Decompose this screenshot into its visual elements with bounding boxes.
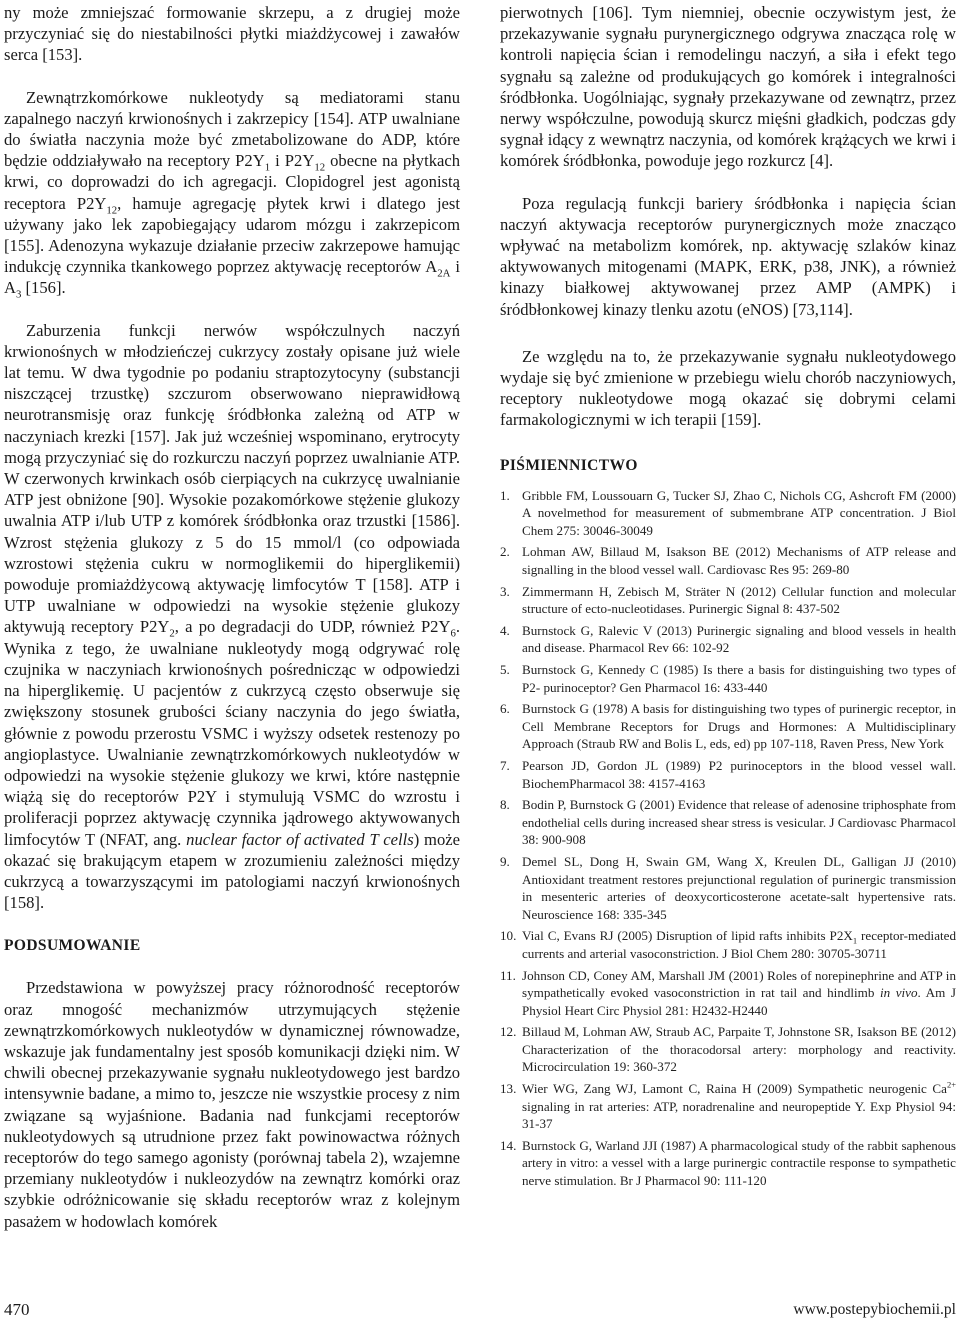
text-run: Zaburzenia funkcji nerwów współczulnych naczyń krwionośnych w młodzieńczej cukrzycy zostały opisane już wiele lat temu. W dwa tygodnie po podaniu straptozytocyny (substancji niszczącej trzustkę) szczurom obserwowano nieprawidłową neurotransmisję oraz funkcję śródbłonka zależną od ATP w naczyniach krezki [157]. Jak już wcześniej wspominano, erytrocyty mogą przyczyniać się do rozkurczu naczyń poprzez uwalnianie ATP. W czerwonych krwinkach osób cierpiących na cukrzycę uwalnianie ATP jest obniżone [90]. Wysokie pozakomórkowe stężenie glukozy uwalnia ATP i/lub UTP z komórek śródbłonka oraz trzustki [1586]. Wzrost stężenia glukozy z 5 do 15 mmol/l (co odpowiada wzrostowi stężenia cukru w normoglikemii do hiperglikemii) powoduje promiażdżycową aktywację limfocytów T [158]. ATP i UTP uwalniane w odpowiedzi na wysokie stężenie glukozy aktywują receptory P2Y xyxy=(4,320,460,637)
reference-item xyxy=(500,1023,956,1076)
subscript: 1 xyxy=(852,935,858,946)
reference-item xyxy=(500,700,956,753)
text-run: Zewnątrzkomórkowe nukleotydy są mediatorami stanu zapalnego naczyń krwionośnych i zakrzepicy [154]. ATP uwalniane do światła naczynia może być zmetabolizowane do ADP, które będzie oddziaływało na receptory P2Y xyxy=(4,87,460,171)
reference-item xyxy=(500,661,956,696)
paragraph: ny może zmniejszać formowanie skrzepu, a z drugiej może przyczyniać się do niestabilności płytki miażdżycowej i zawałów serca [153]. xyxy=(4,3,460,65)
page-number: 470 xyxy=(4,1300,30,1319)
reference-number: 4. xyxy=(500,622,510,638)
reference-text: Burnstock G, Ralevic V (2013) Purinergic signaling and blood vessels in health and disease. Pharmacol Rev 66: 102-92 xyxy=(522,622,956,656)
reference-text: Bodin P, Burnstock G (2001) Evidence that release of adenosine triphosphate from endothelial cells during increased shear stress is vesicular. J Cardiovasc Pharmacol 38: 900-908 xyxy=(522,797,956,848)
reference-item xyxy=(500,757,956,792)
reference-text: Pearson JD, Gordon JL (1989) P2 purinoceptors in the blood vessel wall. BiochemPharmacol 38: 4157-4163 xyxy=(522,757,956,791)
right-column xyxy=(500,2,956,1194)
reference-item xyxy=(500,1137,956,1190)
journal-website: www.postepybiochemii.pl xyxy=(793,1301,956,1318)
reference-text: Burnstock G, Warland JJI (1987) A pharmacological study of the rabbit saphenous artery in vitro: a vessel with a large purinergic contractile response to sympathetic nerve stimulation. Br J Pharmacol 90: 111-120 xyxy=(522,1137,956,1189)
reference-number: 14. xyxy=(500,1137,517,1153)
left-column xyxy=(4,2,460,1232)
reference-number: 10. xyxy=(500,928,517,944)
reference-number: 5. xyxy=(500,662,510,677)
subscript: 12 xyxy=(314,161,326,174)
italic-term: in vivo xyxy=(879,985,918,1001)
subscript: 12 xyxy=(106,203,118,216)
reference-number: 9. xyxy=(500,853,510,869)
paragraph xyxy=(4,87,460,299)
reference-number: 8. xyxy=(500,797,510,813)
reference-text: Vial C, Evans RJ (2005) Disruption of lipid rafts inhibits P2X xyxy=(522,928,853,944)
reference-item xyxy=(500,796,956,849)
reference-item xyxy=(500,622,956,657)
paragraph: pierwotnych [106]. Tym niemniej, obecnie oczywistym jest, że przekazywanie sygnału purynergicznego odgrywa znacząca rolę w kontroli napięcia ścian i remodelingu naczyń, a siła i efekt tego sygnału są zależne od produkujących go komórek i integralności śródbłonka. Uogólniając, sygnały przekazywane od zewnątrz, przez nerwy współczulne, powodują skurcz mięśni gładkich, podczas gdy sygnał idący z wewnątrz naczynia, od komórek krążących we krwi i komórek śródbłonka, powoduje jego rozkurcz [4]. xyxy=(500,3,956,171)
reference-number: 12. xyxy=(500,1024,517,1040)
italic-term: nuclear factor of activated T cells xyxy=(186,829,414,849)
reference-number: 3. xyxy=(500,583,510,599)
paragraph xyxy=(4,320,460,914)
text-run: [156]. xyxy=(21,278,66,298)
subscript: 2A xyxy=(437,267,451,280)
subscript: 3 xyxy=(15,288,22,301)
reference-text: Gribble FM, Loussouarn G, Tucker SJ, Zhao C, Nichols CG, Ashcroft FM (2000) A novelmethod for measurement of submembrane ATP concentration. J Biol Chem 275: 30046-30049 xyxy=(522,487,956,538)
reference-text: Zimmermann H, Zebisch M, Sträter N (2012) Cellular function and molecular structure of ecto-nucleotidases. Purinergic Signal 8: 437-502 xyxy=(522,583,956,617)
subscript: 2 xyxy=(169,627,175,640)
reference-item xyxy=(500,967,956,1020)
reference-number: 11. xyxy=(500,967,516,983)
reference-text: Billaud M, Lohman AW, Straub AC, Parpaite T, Johnstone SR, Isakson BE (2012) Characterization of the thoracodorsal artery: morphology and reactivity. Microcirculation 19: 360-372 xyxy=(522,1024,956,1075)
section-heading-references: PIŚMIENNICTWO xyxy=(500,456,638,474)
text-run: obecne na płytkach krwi, co doprowadzi do ich agregacji. Clopidogrel jest agonistą receptora P2Y xyxy=(4,151,461,213)
reference-number: 13. xyxy=(500,1081,517,1097)
reference-item xyxy=(500,1080,956,1133)
reference-number: 7. xyxy=(500,757,510,773)
text-run: i A xyxy=(4,257,461,298)
paragraph: Poza regulacją funkcji bariery śródbłonka i napięcia ścian naczyń aktywacja receptorów purynergicznych może znacząco wpływać na metabolizm komórek, np. aktywację szlaków kinaz aktywowanych mitogenami (MAPK, ERK, p38, JNK), a również kinazy białkowej aktywowanej przez AMP (AMPK) i śródbłonkowej kinazy tlenku azotu (eNOS) [73,114]. xyxy=(500,193,956,319)
section-heading-summary: PODSUMOWANIE xyxy=(4,937,141,955)
reference-item xyxy=(500,487,956,540)
subscript: 1 xyxy=(264,161,271,174)
reference-number: 1. xyxy=(500,487,510,503)
paragraph: Przedstawiona w powyższej pracy różnorodność receptorów oraz mnogość mechanizmów utrzymujących stężenie zewnątrzkomórkowych nukleotydów w dynamicznej równowadze, wskazuje jak fundamentalny jest sposób komunikacji dzięki nim. W chwili obecnej przekazywanie sygnału nukleotydowego jest bardzo intensywnie badane, a mimo to, jeszcze nie wszystkie procesy z nim związane są wyjaśnione. Badania nad funkcjami receptorów nukleotydowych są utrudnione przez fakt powinowactwa różnych receptorów do tego samego agonisty (porównaj tabela 2), wzajemne przemiany nukleotydów i nukleozydów na zewnątrz komórki oraz szybkie odróżnicowanie się składu receptorów wraz z kolejnym pasażem w hodowlach komórek xyxy=(4,978,460,1231)
text-run: i P2Y xyxy=(270,151,315,171)
reference-number: 2. xyxy=(500,544,510,560)
subscript: 6 xyxy=(450,627,456,640)
reference-text: . Am J Physiol Heart Circ Physiol 281: H2432-H2440 xyxy=(522,985,956,1018)
superscript: 2+ xyxy=(946,1079,956,1090)
reference-text: Burnstock G, Kennedy C (1985) Is there a basis for distinguishing two types of P2- purinoceptor? Gen Pharmacol 16: 433-440 xyxy=(522,662,956,695)
reference-text: Wier WG, Zang WJ, Lamont C, Raina H (2009) Sympathetic neurogenic Ca xyxy=(522,1081,947,1097)
text-run: , a po degradacji do UDP, również P2Y xyxy=(174,617,451,637)
text-run: ) może okazać się brakującym etapem w zrozumieniu zależności między cukrzycą a towarzyszącymi im patologiami naczyń krwionośnych [158]. xyxy=(4,829,460,913)
text-run: . Wynika z tego, że uwalniane nukleotydy mogą odgrywać rolę czujnika w naczyniach krwionośnych pośrednicząc w odpowiedzi na hiperglikemię. U pacjentów z cukrzycą często obserwuje się zwiększony stosunek grubości ściany naczynia do jego światła, głównie z powodu przerostu VSMC i wyższy odsetek restenozy po angioplastyce. Uwalnianie zewnątrzkomórkowych nukleotydów w odpowiedzi na wysokie stężenie glukozy we krwi, które następnie wiążą się do receptorów P2Y i stymulują VSMC do wzrostu i proliferacji poprzez aktywację czynnika jądrowego aktywowanych limfocytów T (NFAT, ang. xyxy=(4,617,460,849)
reference-item xyxy=(500,927,956,962)
reference-item xyxy=(500,853,956,923)
reference-item xyxy=(500,583,956,618)
reference-item xyxy=(500,543,956,578)
reference-list xyxy=(500,487,956,1190)
reference-text: Burnstock G (1978) A basis for distinguishing two types of purinergic receptor, in Cell Membrane Receptors for Drugs and Hormones: A Multidisciplinary Approach (Straub RW and Bolis L, eds, ed) pp 107-118, Raven Press, New York xyxy=(522,701,956,752)
reference-text: Demel SL, Dong H, Swain GM, Wang X, Kreulen DL, Galligan JJ (2010) Antioxidant treatment restores prejunctional regulation of purinergic transmission in mesenteric arteries of deoxycorticosterone acetate-salt hypertensive rats. Neuroscience 168: 335-345 xyxy=(522,853,956,922)
text-run: , hamuje agregację płytek krwi i dlatego jest używany jako lek zapobiegający udarom mózgu i zakrzepicom [155]. Adenozyna wykazuje działanie przeciw zakrzepowe hamując indukcję czynnika tkankowego poprzez aktywację receptorów A xyxy=(4,193,460,277)
reference-number: 6. xyxy=(500,701,510,717)
paragraph: Ze względu na to, że przekazywanie sygnału nukleotydowego wydaje się być zmienione w przebiegu wielu chorób naczyniowych, receptory nukleotydowe mogą okazać się dobrymi celami farmakologicznymi w ich terapii [159]. xyxy=(500,346,956,430)
reference-text: receptor-mediated currents and arterial vasoconstriction. J Biol Chem 280: 30705-30711 xyxy=(522,928,957,961)
reference-text: Johnson CD, Coney AM, Marshall JM (2001) Roles of norepinephrine and ATP in sympathetically evoked vasoconstriction in rat tail and hindlimb xyxy=(522,967,956,1001)
reference-text: Lohman AW, Billaud M, Isakson BE (2012) Mechanisms of ATP release and signalling in the blood vessel wall. Cardiovasc Res 95: 269-80 xyxy=(522,544,956,578)
reference-text: signaling in rat arteries: ATP, noradrenaline and neuropeptide Y. Exp Physiol 94: 31-37 xyxy=(522,1098,956,1132)
